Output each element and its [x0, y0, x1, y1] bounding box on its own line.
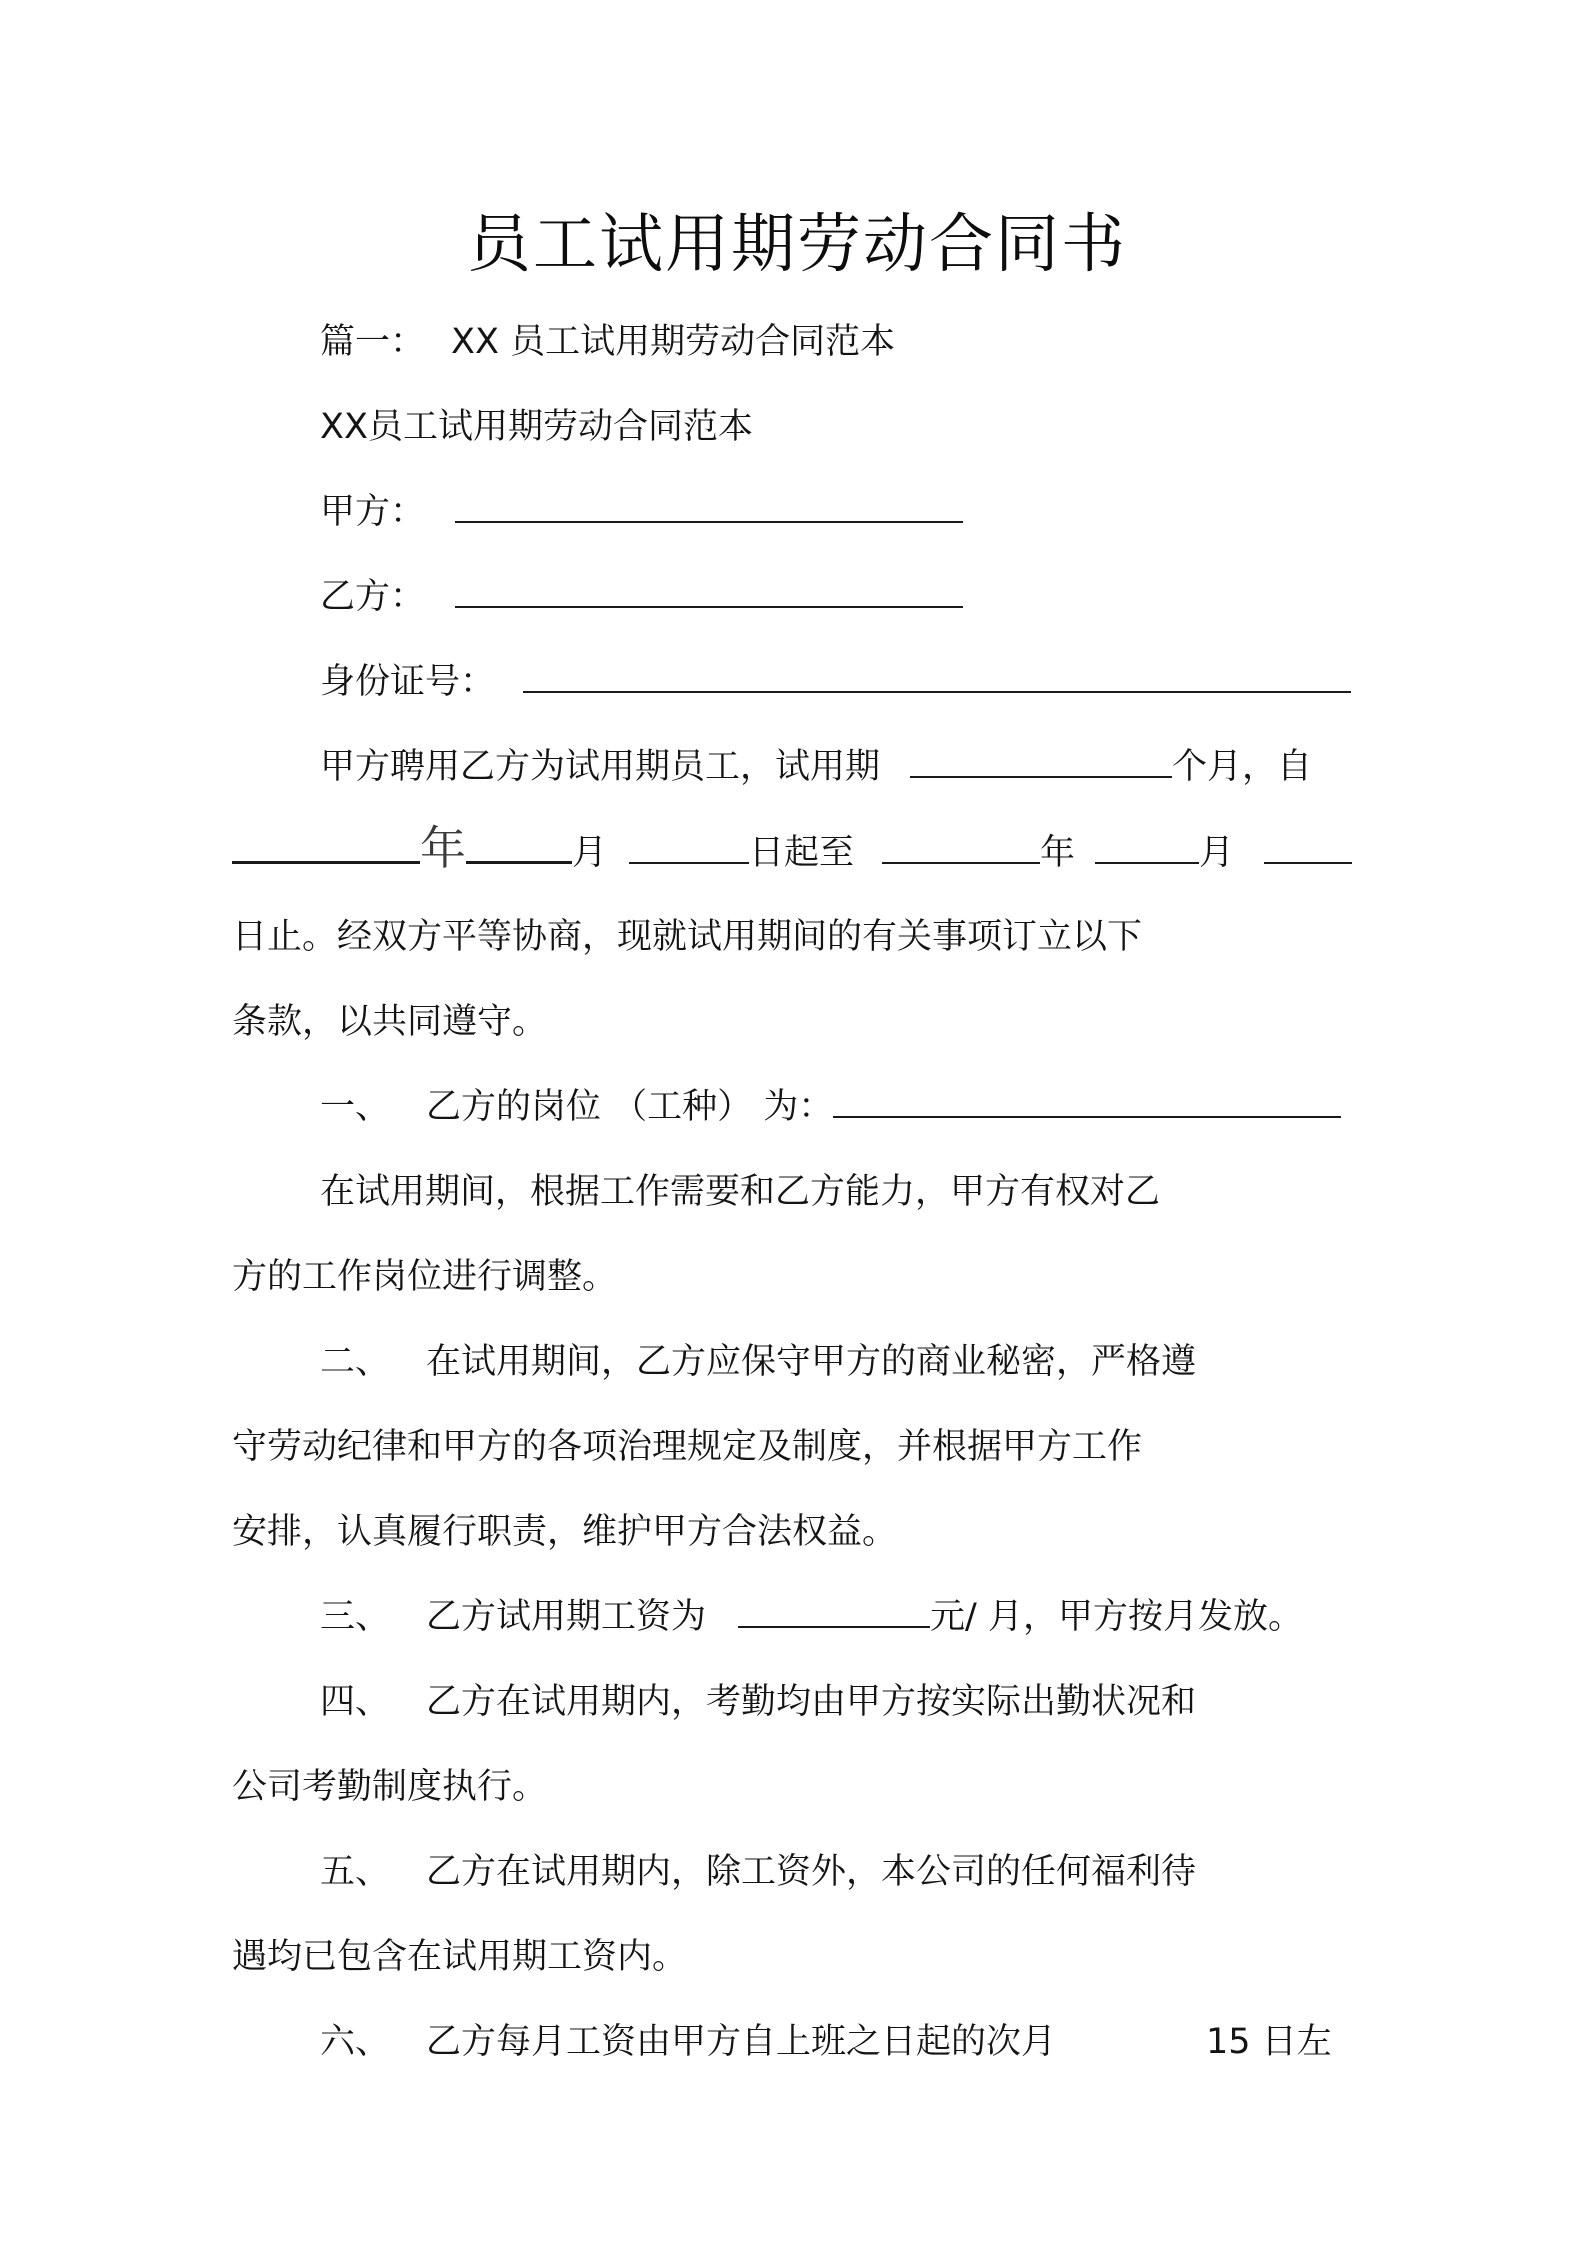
item-5-number: 五、: [320, 1852, 391, 1892]
start-day-label: 日起至: [749, 833, 855, 873]
start-year-blank[interactable]: [232, 831, 420, 864]
item-5-row: [320, 1850, 1196, 1894]
item-1-row: [320, 1085, 1341, 1129]
salary-blank[interactable]: [738, 1596, 930, 1628]
paragraph-1-line-3: 日止。经双方平等协商，现就试用期间的有关事项订立以下: [232, 917, 1143, 957]
heading-2: XX员工试用期劳动合同范本: [320, 407, 753, 447]
start-year-label: 年: [420, 821, 466, 875]
item-2-line-3: 安排，认真履行职责，维护甲方合法权益。: [232, 1512, 898, 1552]
party-a-blank[interactable]: [455, 491, 963, 523]
start-month-blank[interactable]: [466, 831, 572, 864]
item-2-row: [320, 1340, 1196, 1384]
probation-line-1: [320, 745, 1312, 789]
paragraph-1-line-4: 条款，以共同遵守。: [232, 1002, 548, 1042]
job-position-blank[interactable]: [833, 1086, 1341, 1118]
id-number-blank[interactable]: [523, 661, 1351, 693]
document-title: 员工试用期劳动合同书: [467, 208, 1127, 282]
item-2-line-2: 守劳动纪律和甲方的各项治理规定及制度，并根据甲方工作: [232, 1427, 1143, 1467]
item-2-line-1: 在试用期间，乙方应保守甲方的商业秘密，严格遵: [426, 1342, 1197, 1382]
item-4-row: [320, 1680, 1196, 1724]
end-year-blank[interactable]: [882, 832, 1040, 864]
id-number-label: 身份证号：: [320, 662, 496, 702]
item-3-text-a: 乙方试用期工资为: [426, 1597, 707, 1637]
probation-months-blank[interactable]: [910, 746, 1172, 778]
party-b-row: [320, 575, 963, 619]
probation-dates-row: [232, 821, 1352, 875]
item-1-text: 乙方的岗位 （工种） 为：: [426, 1087, 834, 1127]
party-a-row: [320, 490, 963, 534]
item-1-line-3: 方的工作岗位进行调整。: [232, 1257, 618, 1297]
end-month-label: 月: [1199, 833, 1235, 873]
start-month-label: 月: [572, 833, 608, 873]
item-5-line-1: 乙方在试用期内，除工资外，本公司的任何福利待: [426, 1852, 1197, 1892]
item-5-line-2: 遇均已包含在试用期工资内。: [232, 1937, 688, 1977]
item-4-line-1: 乙方在试用期内，考勤均由甲方按实际出勤状况和: [426, 1682, 1197, 1722]
heading-1: [320, 320, 895, 364]
item-2-number: 二、: [320, 1342, 391, 1382]
probation-text-1b: 个月，自: [1172, 747, 1313, 787]
heading-1-text: XX 员工试用期劳动合同范本: [451, 322, 896, 362]
party-a-label: 甲方：: [320, 492, 426, 532]
end-month-blank[interactable]: [1095, 832, 1199, 864]
item-4-number: 四、: [320, 1682, 391, 1722]
item-3-text-b: 元/ 月，甲方按月发放。: [930, 1597, 1303, 1637]
item-6-text-a: 乙方每月工资由甲方自上班之日起的次月: [426, 2022, 1057, 2062]
start-day-blank[interactable]: [629, 832, 749, 864]
heading-1-prefix: 篇一：: [320, 322, 426, 362]
party-b-blank[interactable]: [455, 576, 963, 608]
item-1-line-2: 在试用期间，根据工作需要和乙方能力，甲方有权对乙: [320, 1172, 1161, 1212]
end-year-label: 年: [1040, 833, 1076, 873]
item-6-row: [320, 2020, 1332, 2064]
item-3-number: 三、: [320, 1597, 391, 1637]
item-1-number: 一、: [320, 1087, 391, 1127]
party-b-label: 乙方：: [320, 577, 426, 617]
item-4-line-2: 公司考勤制度执行。: [232, 1767, 548, 1807]
probation-text-1a: 甲方聘用乙方为试用期员工，试用期: [320, 747, 881, 787]
end-day-blank[interactable]: [1264, 832, 1352, 864]
item-6-text-b: 15 日左: [1206, 2022, 1332, 2062]
item-3-row: [320, 1595, 1303, 1639]
item-6-number: 六、: [320, 2022, 391, 2062]
id-number-row: [320, 660, 1351, 704]
